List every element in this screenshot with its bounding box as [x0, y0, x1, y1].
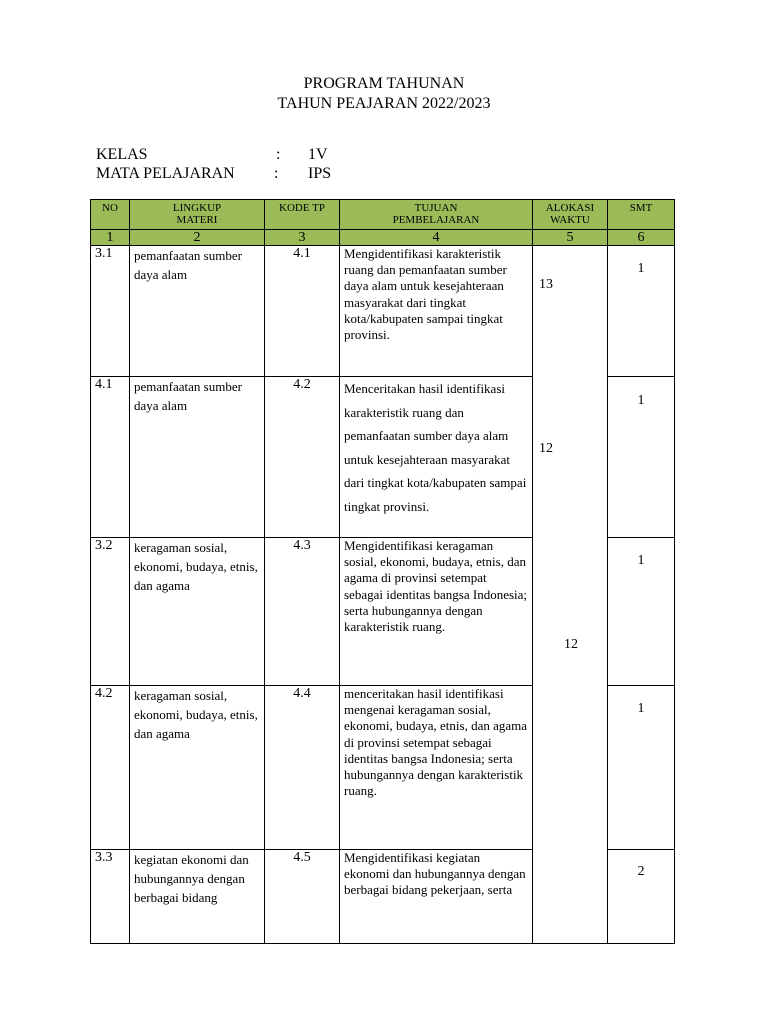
row-materi: pemanfaatan sumber daya alam — [130, 377, 265, 538]
row-tujuan: Mengidentifikasi karakteristik ruang dan pemanfaatan sumber daya alam untuk kesejahteraan masyarakat dari tingkat kota/kabupaten sampai tingkat provinsi. — [340, 246, 533, 377]
row-smt: 1 — [608, 377, 675, 538]
row-tujuan: Mengidentifikasi keragaman sosial, ekonomi, budaya, etnis, dan agama di provinsi setempat sebagai identitas bangsa Indonesia; serta hubungannya dengan karakteristik ruang. — [340, 538, 533, 686]
row-no: 4.1 — [91, 377, 130, 538]
row-kode: 4.3 — [265, 538, 340, 686]
row-smt: 1 — [608, 538, 675, 686]
row-no: 3.1 — [91, 246, 130, 377]
row-no: 3.3 — [91, 850, 130, 944]
col-header-tujuan: TUJUAN PEMBELAJARAN — [340, 200, 533, 230]
row-kode: 4.5 — [265, 850, 340, 944]
row-smt: 1 — [608, 686, 675, 850]
col-header-lingkup-materi: LINGKUP MATERI — [130, 200, 265, 230]
col-header-smt: SMT — [608, 200, 675, 230]
row-tujuan: menceritakan hasil identifikasi mengenai keragaman sosial, ekonomi, budaya, etnis, dan agama di provinsi setempat sebagai identitas bangsa Indonesia; serta hubungannya dengan karakteristik ruang. — [340, 686, 533, 850]
row-no: 3.2 — [91, 538, 130, 686]
document-subtitle: TAHUN PEAJARAN 2022/2023 — [277, 95, 491, 112]
alokasi-value: 13 — [539, 277, 553, 292]
col-header-alokasi: ALOKASI WAKTU — [533, 200, 608, 230]
row-smt: 1 — [608, 246, 675, 377]
col-number: 4 — [340, 230, 533, 246]
row-materi: pemanfaatan sumber daya alam — [130, 246, 265, 377]
row-materi: kegiatan ekonomi dan hubungannya dengan berbagai bidang — [130, 850, 265, 944]
col-number: 2 — [130, 230, 265, 246]
row-materi: keragaman sosial, ekonomi, budaya, etnis, dan agama — [130, 538, 265, 686]
alokasi-value: 12 — [564, 637, 578, 652]
row-kode: 4.4 — [265, 686, 340, 850]
kelas-value: 1V — [308, 146, 328, 163]
col-number: 5 — [533, 230, 608, 246]
row-kode: 4.2 — [265, 377, 340, 538]
col-header-no: NO — [91, 200, 130, 230]
kelas-colon: : — [276, 146, 281, 163]
table-header-row — [91, 200, 675, 230]
row-kode: 4.1 — [265, 246, 340, 377]
program-table — [90, 199, 675, 944]
mapel-value: IPS — [308, 165, 332, 182]
col-number: 1 — [91, 230, 130, 246]
alokasi-cell — [533, 246, 608, 944]
alokasi-value: 12 — [539, 441, 553, 456]
row-materi: keragaman sosial, ekonomi, budaya, etnis, dan agama — [130, 686, 265, 850]
mapel-colon: : — [274, 165, 279, 182]
column-number-row — [91, 230, 675, 246]
kelas-label: KELAS — [96, 146, 148, 163]
col-header-kode-tp: KODE TP — [265, 200, 340, 230]
document-title: PROGRAM TAHUNAN — [303, 75, 465, 92]
row-no: 4.2 — [91, 686, 130, 850]
row-smt: 2 — [608, 850, 675, 944]
row-tujuan: Mengidentifikasi kegiatan ekonomi dan hubungannya dengan berbagai bidang pekerjaan, serta — [340, 850, 533, 944]
table-row — [91, 246, 675, 377]
col-number: 6 — [608, 230, 675, 246]
row-tujuan: Menceritakan hasil identifikasi karakteristik ruang dan pemanfaatan sumber daya alam untuk kesejahteraan masyarakat dari tingkat kota/kabupaten sampai tingkat provinsi. — [340, 377, 533, 538]
col-number: 3 — [265, 230, 340, 246]
mapel-label: MATA PELAJARAN — [96, 165, 235, 182]
